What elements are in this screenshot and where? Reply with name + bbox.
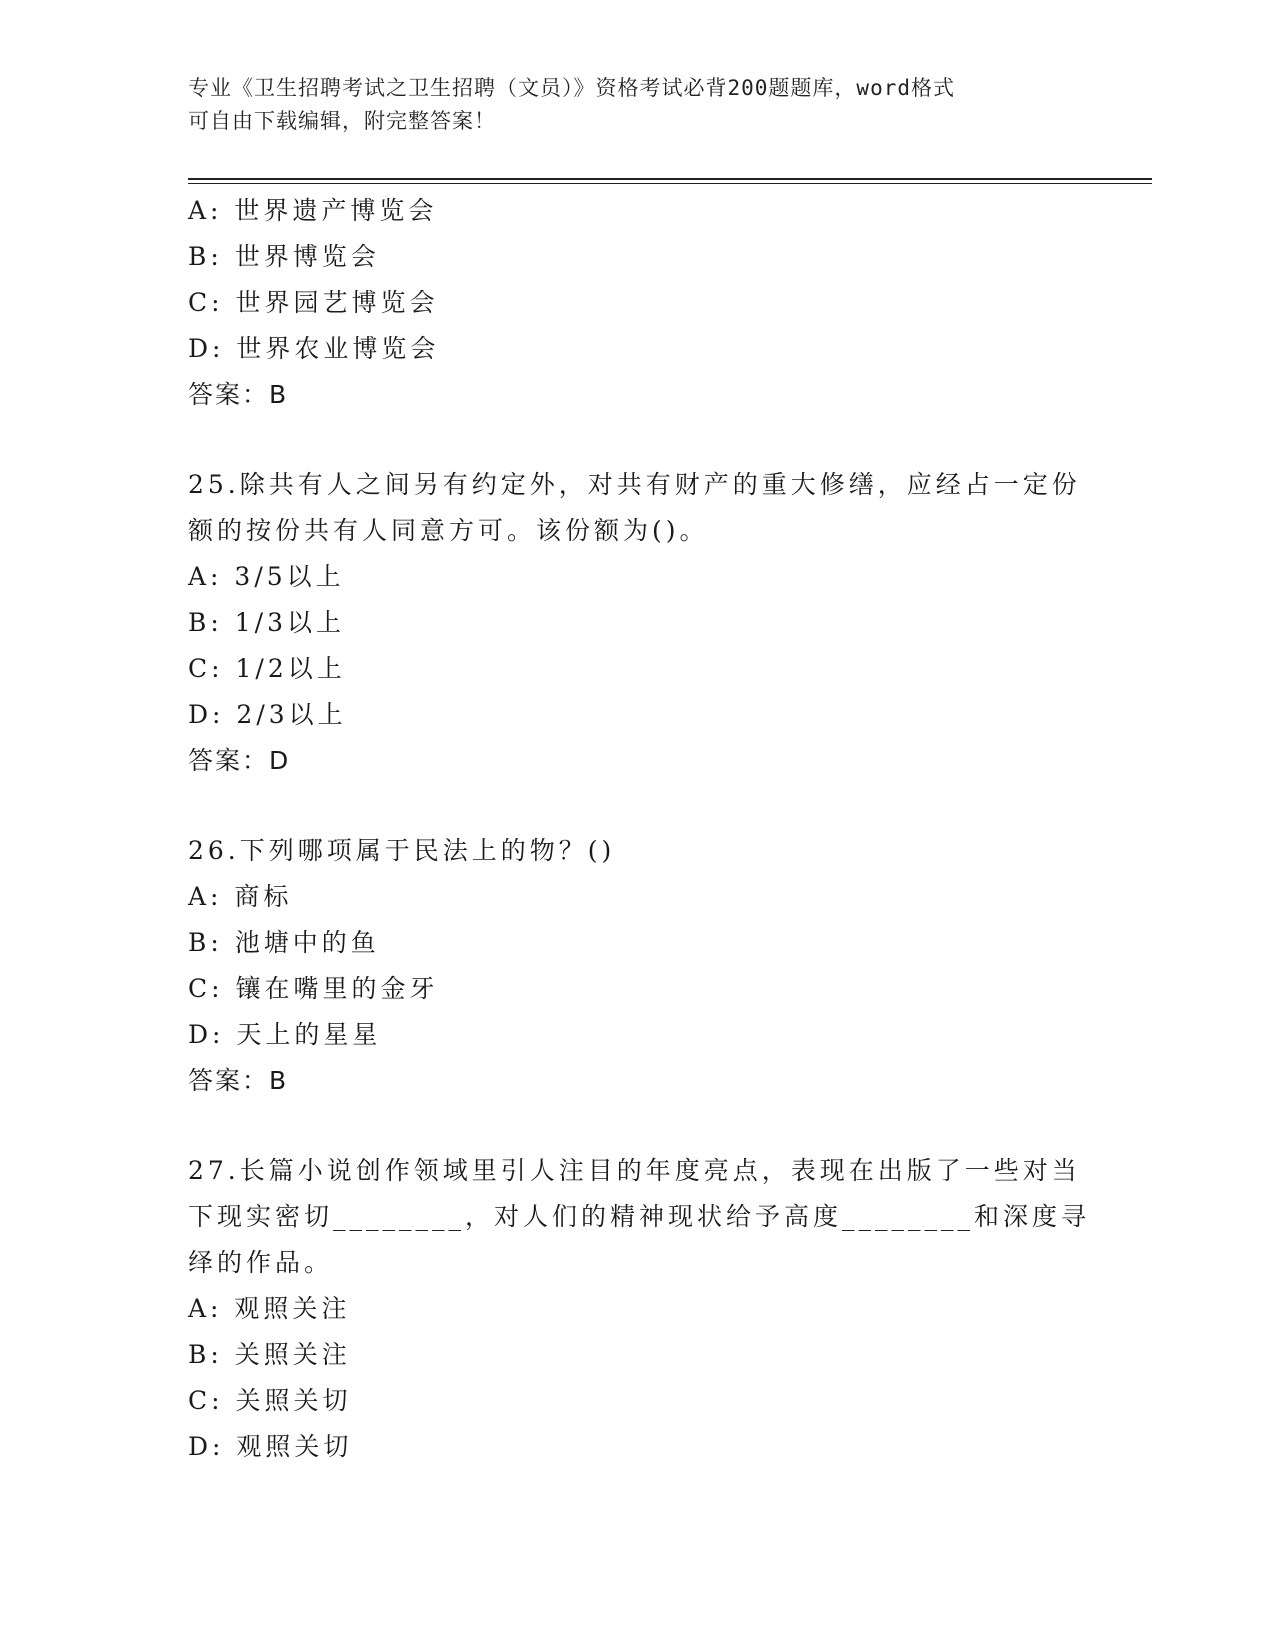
option-c: C: 世界园艺博览会 xyxy=(188,288,439,317)
option-a: A: 商标 xyxy=(188,882,293,911)
header-divider-thick xyxy=(188,178,1152,180)
answer-line: 答案：D xyxy=(188,746,291,775)
question-27 xyxy=(188,1148,1091,1470)
question-stem: 下现实密切________，对人们的精神现状给予高度________和深度寻 xyxy=(188,1202,1091,1231)
spacer xyxy=(188,418,1088,462)
spacer xyxy=(188,1104,1088,1148)
question-stem: 27.长篇小说创作领域里引人注目的年度亮点，表现在出版了一些对当 xyxy=(188,1156,1081,1185)
option-d: D: 天上的星星 xyxy=(188,1020,382,1049)
option-c: C: 1/2以上 xyxy=(188,654,346,683)
option-b: B: 世界博览会 xyxy=(188,242,380,271)
question-26 xyxy=(188,828,1088,1104)
question-stem: 25.除共有人之间另有约定外，对共有财产的重大修缮，应经占一定份 xyxy=(188,470,1081,499)
option-a: A: 观照关注 xyxy=(188,1294,351,1323)
option-c: C: 镶在嘴里的金牙 xyxy=(188,974,439,1003)
option-a: A: 3/5以上 xyxy=(188,562,345,591)
spacer xyxy=(188,784,1088,828)
question-stem: 绎的作品。 xyxy=(188,1248,334,1277)
option-a: A: 世界遗产博览会 xyxy=(188,196,438,225)
question-stem: 额的按份共有人同意方可。该份额为()。 xyxy=(188,516,709,545)
answer-line: 答案：B xyxy=(188,380,289,409)
option-d: D: 2/3以上 xyxy=(188,700,347,729)
question-stem: 26.下列哪项属于民法上的物？() xyxy=(188,836,616,865)
question-25 xyxy=(188,462,1088,784)
header-divider-thin xyxy=(188,183,1152,184)
answer-line: 答案：B xyxy=(188,1066,289,1095)
option-b: B: 关照关注 xyxy=(188,1340,351,1369)
header-line-1: 专业《卫生招聘考试之卫生招聘（文员）》资格考试必背200题题库，word格式 xyxy=(188,76,955,100)
option-c: C: 关照关切 xyxy=(188,1386,352,1415)
option-b: B: 1/3以上 xyxy=(188,608,345,637)
question-24-continued xyxy=(188,188,1088,418)
option-d: D: 世界农业博览会 xyxy=(188,334,440,363)
document-header xyxy=(188,72,1068,138)
header-line-2: 可自由下载编辑，附完整答案！ xyxy=(188,109,496,133)
option-b: B: 池塘中的鱼 xyxy=(188,928,380,957)
option-d: D: 观照关切 xyxy=(188,1432,353,1461)
question-list xyxy=(188,188,1091,1470)
